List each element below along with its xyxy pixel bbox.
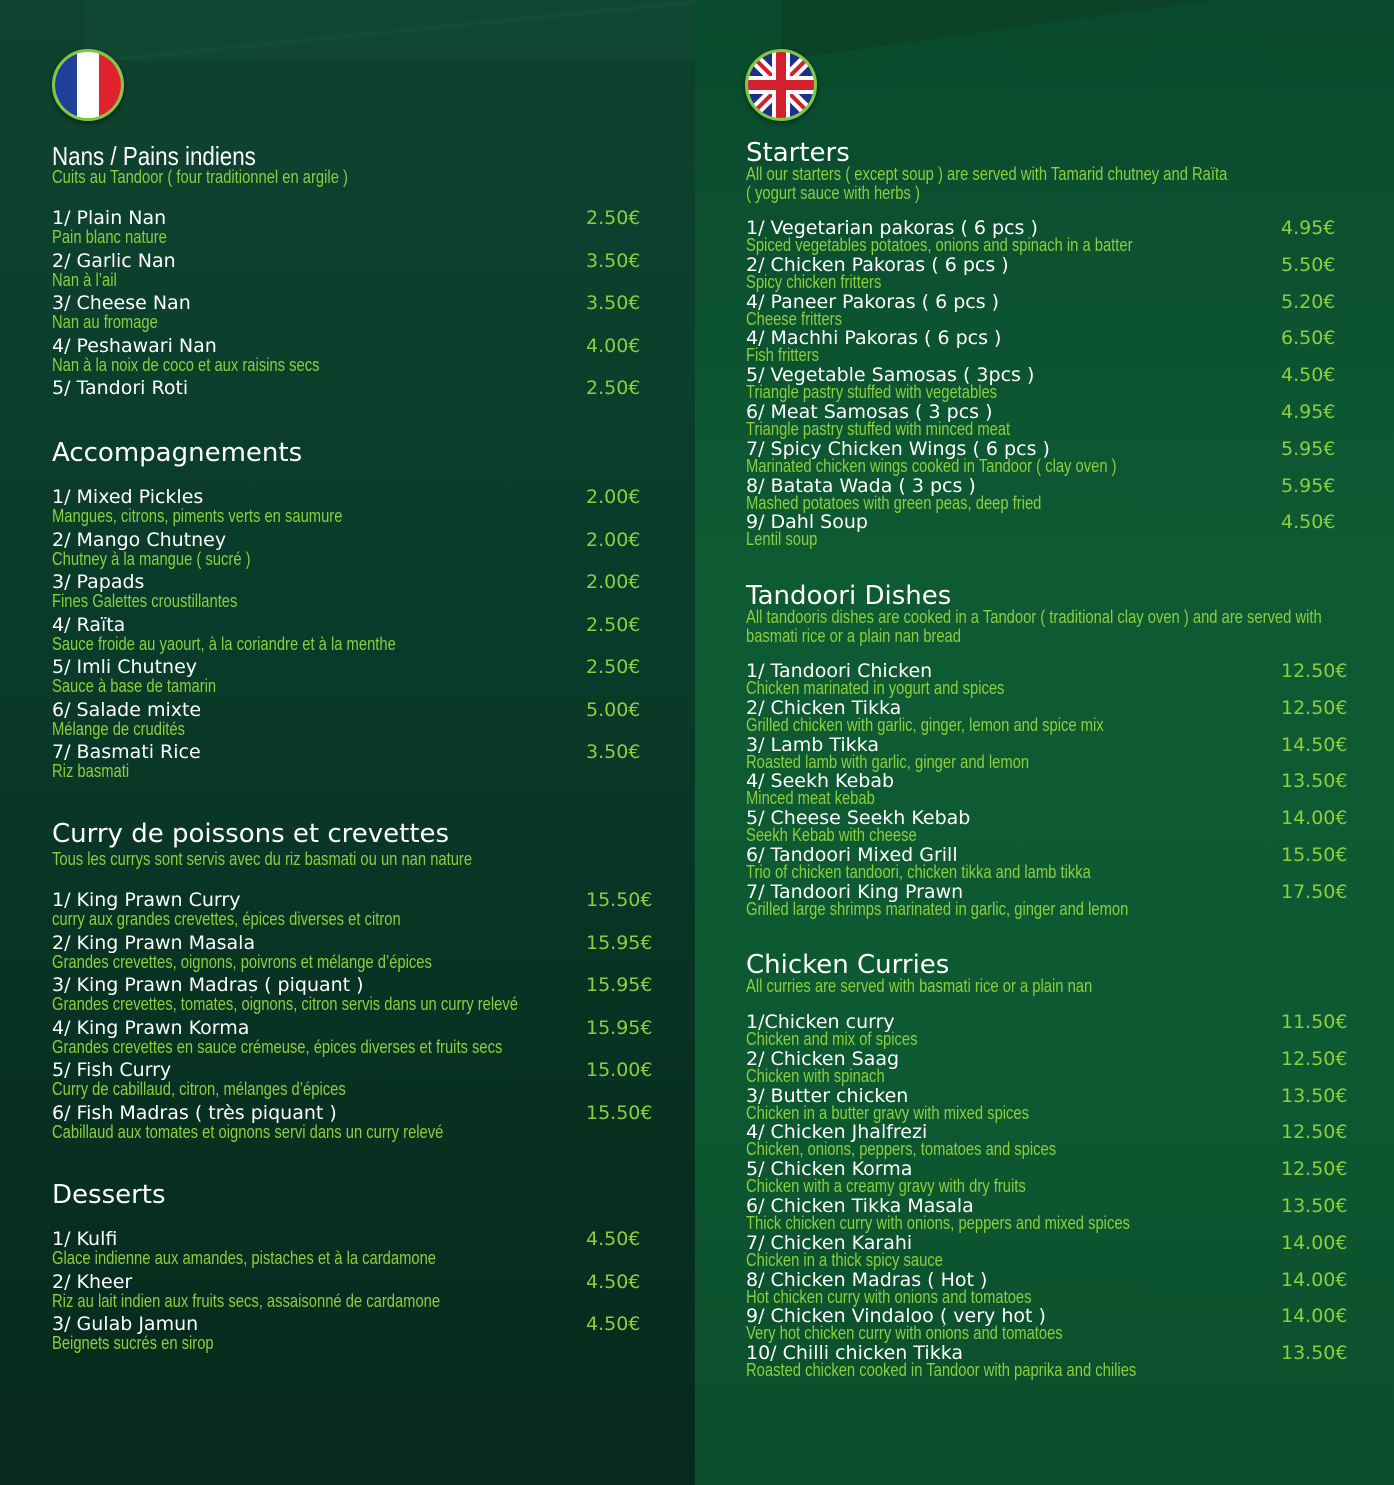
- menu-item-price: 3.50€: [586, 249, 641, 272]
- menu-item-name: 6/ Chicken Tikka Masala: [746, 1195, 974, 1217]
- english-menu-panel: [695, 0, 1394, 1485]
- menu-item-price: 15.95€: [586, 931, 653, 954]
- menu-item-name: 4/ Raïta: [52, 613, 126, 636]
- menu-item-price: 4.00€: [586, 334, 641, 357]
- section-title: Chicken Curries: [746, 950, 950, 980]
- menu-item-description: Cheese fritters: [746, 308, 842, 329]
- menu-item-price: 13.50€: [1281, 1084, 1348, 1107]
- menu-item-price: 15.00€: [586, 1059, 653, 1081]
- menu-item-name: 2/ Chicken Pakoras ( 6 pcs ): [746, 253, 1009, 276]
- menu-item-price: 2.00€: [586, 486, 641, 508]
- menu-item-price: 4.95€: [1281, 217, 1336, 239]
- french-menu-panel: [0, 0, 695, 1485]
- menu-item-name: 4/ Paneer Pakoras ( 6 pcs ): [746, 290, 1000, 313]
- menu-item-name: 4/ Seekh Kebab: [746, 770, 895, 793]
- menu-item-description: Grandes crevettes en sauce crémeuse, épices diverses et fruits secs: [52, 1036, 503, 1057]
- menu-item-name: 1/ Tandoori Chicken: [746, 660, 933, 682]
- section-title: Desserts: [52, 1180, 166, 1210]
- section-subtitle: ( yogurt sauce with herbs ): [746, 183, 920, 203]
- menu-item-price: 12.50€: [1281, 696, 1348, 719]
- menu-item-name: 6/ Salade mixte: [52, 698, 202, 721]
- menu-item-name: 3/ King Prawn Madras ( piquant ): [52, 974, 364, 996]
- menu-item-price: 13.50€: [1281, 1342, 1348, 1365]
- menu-item-description: Cabillaud aux tomates et oignons servi dans un curry relevé: [52, 1121, 444, 1142]
- menu-item-description: Spiced vegetables potatoes, onions and spinach in a batter: [746, 235, 1133, 255]
- menu-item-description: Riz au lait indien aux fruits secs, assaisonné de cardamone: [52, 1290, 441, 1311]
- menu-item-price: 6.50€: [1281, 327, 1336, 350]
- menu-item-name: 7/ Tandoori King Prawn: [746, 880, 964, 903]
- menu-item-description: Triangle pastry stuffed with minced meat: [746, 419, 1011, 439]
- menu-item-description: Mashed potatoes with green peas, deep fried: [746, 492, 1042, 513]
- menu-item-description: Fines Galettes croustillantes: [52, 591, 238, 611]
- menu-item-price: 5.95€: [1281, 474, 1336, 497]
- menu-item-description: Sauce à base de tamarin: [52, 676, 217, 696]
- menu-item-price: 2.50€: [586, 656, 641, 678]
- menu-item-name: 2/ King Prawn Masala: [52, 931, 256, 954]
- menu-item-description: Grandes crevettes, oignons, poivrons et mélange d’épices: [52, 951, 432, 972]
- section-title: Starters: [746, 138, 850, 168]
- menu-item-description: Nan à la noix de coco et aux raisins secs: [52, 354, 320, 375]
- menu-item-description: Riz basmati: [52, 761, 130, 781]
- menu-item-name: 3/ Lamb Tikka: [746, 733, 879, 756]
- menu-item-price: 17.50€: [1281, 880, 1348, 903]
- menu-item-name: 2/ Garlic Nan: [52, 249, 176, 272]
- menu-item-name: 2/ Chicken Tikka: [746, 696, 902, 719]
- menu-item-name: 1/ Mixed Pickles: [52, 486, 204, 508]
- menu-item-name: 7/ Basmati Rice: [52, 741, 201, 763]
- menu-item-price: 4.50€: [1281, 364, 1336, 387]
- menu-item-name: 5/ Imli Chutney: [52, 656, 198, 678]
- menu-item-price: 5.20€: [1281, 290, 1336, 313]
- menu-item-name: 4/ Chicken Jhalfrezi: [746, 1121, 928, 1144]
- menu-item-description: Roasted lamb with garlic, ginger and lemon: [746, 751, 1030, 772]
- menu-item-description: Beignets sucrés en sirop: [52, 1333, 214, 1353]
- menu-item-name: 5/ Cheese Seekh Kebab: [746, 807, 971, 830]
- menu-item-description: curry aux grandes crevettes, épices diverses et citron: [52, 909, 401, 929]
- menu-item-description: Lentil soup: [746, 529, 818, 550]
- menu-item-price: 14.00€: [1281, 1231, 1348, 1254]
- menu-item-name: 9/ Dahl Soup: [746, 511, 868, 534]
- menu-item-name: 2/ Kheer: [52, 1270, 133, 1293]
- menu-item-price: 2.00€: [586, 571, 641, 593]
- section-subtitle: All curries are served with basmati rice or a plain nan: [746, 976, 1093, 996]
- menu-item-description: Very hot chicken curry with onions and tomatoes: [746, 1323, 1063, 1344]
- menu-item-description: Spicy chicken fritters: [746, 271, 882, 292]
- menu-item-description: Marinated chicken wings cooked in Tandoor ( clay oven ): [746, 455, 1117, 476]
- menu-item-price: 15.95€: [586, 974, 653, 996]
- menu-item-name: 3/ Papads: [52, 571, 145, 593]
- menu-item-price: 2.00€: [586, 528, 641, 551]
- menu-item-name: 9/ Chicken Vindaloo ( very hot ): [746, 1305, 1046, 1328]
- menu-item-price: 12.50€: [1281, 1158, 1348, 1181]
- menu-item-description: Mangues, citrons, piments verts en saumure: [52, 506, 343, 526]
- menu-item-name: 2/ Chicken Saag: [746, 1047, 900, 1070]
- menu-item-description: Grilled chicken with garlic, ginger, lemon and spice mix: [746, 714, 1104, 735]
- menu-item-description: Glace indienne aux amandes, pistaches et à la cardamone: [52, 1248, 437, 1268]
- menu-item-price: 4.50€: [1281, 511, 1336, 534]
- menu-item-name: 8/ Chicken Madras ( Hot ): [746, 1268, 988, 1291]
- menu-item-description: Mélange de crudités: [52, 718, 185, 739]
- menu-item-description: Thick chicken curry with onions, peppers and mixed spices: [746, 1213, 1130, 1233]
- menu-item-name: 5/ Vegetable Samosas ( 3pcs ): [746, 364, 1035, 387]
- menu-item-name: 1/ Plain Nan: [52, 207, 167, 229]
- menu-item-description: Chutney à la mangue ( sucré ): [52, 548, 251, 569]
- menu-item-description: Nan à l’ail: [52, 269, 117, 290]
- menu-item-description: Fish fritters: [746, 345, 819, 366]
- menu-item-description: Minced meat kebab: [746, 788, 875, 809]
- menu-item-description: Curry de cabillaud, citron, mélanges d’épices: [52, 1079, 346, 1099]
- section-title: Tandoori Dishes: [746, 581, 952, 611]
- menu-item-name: 3/ Butter chicken: [746, 1084, 909, 1107]
- section-subtitle: Cuits au Tandoor ( four traditionnel en argile ): [52, 167, 348, 187]
- menu-item-name: 4/ Machhi Pakoras ( 6 pcs ): [746, 327, 1002, 350]
- section-subtitle: basmati rice or a plain nan bread: [746, 626, 961, 646]
- menu-item-price: 5.50€: [1281, 253, 1336, 276]
- menu-item-price: 15.95€: [586, 1016, 653, 1039]
- menu-item-description: Trio of chicken tandoori, chicken tikka and lamb tikka: [746, 862, 1091, 882]
- menu-item-name: 6/ Tandoori Mixed Grill: [746, 844, 958, 866]
- menu-item-description: Nan au fromage: [52, 312, 158, 332]
- menu-item-price: 12.50€: [1281, 660, 1348, 682]
- menu-item-name: 1/ Vegetarian pakoras ( 6 pcs ): [746, 217, 1038, 239]
- menu-item-name: 1/ Kulfi: [52, 1228, 118, 1250]
- menu-item-price: 4.50€: [586, 1313, 641, 1335]
- menu-item-price: 2.50€: [586, 207, 641, 229]
- menu-item-price: 2.50€: [586, 613, 641, 636]
- menu-item-price: 4.50€: [586, 1270, 641, 1293]
- menu-item-description: Sauce froide au yaourt, à la coriandre et à la menthe: [52, 633, 396, 654]
- menu-item-price: 3.50€: [586, 292, 641, 314]
- menu-item-price: 2.50€: [586, 377, 641, 399]
- menu-item-price: 14.00€: [1281, 807, 1348, 830]
- menu-item-description: Triangle pastry stuffed with vegetables: [746, 382, 998, 403]
- menu-item-price: 14.00€: [1281, 1305, 1348, 1328]
- menu-item-name: 2/ Mango Chutney: [52, 528, 227, 551]
- menu-item-description: Chicken with a creamy gravy with dry fruits: [746, 1176, 1026, 1197]
- menu-item-name: 1/ King Prawn Curry: [52, 889, 241, 911]
- uk-flag-icon: [745, 49, 817, 121]
- section-subtitle: Tous les currys sont servis avec du riz basmati ou un nan nature: [52, 849, 473, 869]
- menu-item-description: Chicken, onions, peppers, tomatoes and spices: [746, 1139, 1057, 1160]
- section-subtitle: All tandooris dishes are cooked in a Tandoor ( traditional clay oven ) and are served with: [746, 607, 1322, 627]
- section-subtitle: All our starters ( except soup ) are served with Tamarid chutney and Raïta: [746, 164, 1228, 184]
- menu-item-name: 1/Chicken curry: [746, 1011, 895, 1033]
- menu-item-name: 5/ Tandori Roti: [52, 377, 189, 399]
- menu-item-description: Chicken in a butter gravy with mixed spices: [746, 1102, 1030, 1123]
- menu-item-name: 6/ Fish Madras ( très piquant ): [52, 1101, 337, 1124]
- menu-item-price: 5.95€: [1281, 437, 1336, 460]
- menu-item-price: 4.50€: [586, 1228, 641, 1250]
- menu-item-description: Chicken and mix of spices: [746, 1029, 918, 1049]
- section-title: Curry de poissons et crevettes: [52, 819, 450, 849]
- menu-item-name: 4/ Peshawari Nan: [52, 334, 217, 357]
- menu-item-description: Chicken marinated in yogurt and spices: [746, 678, 1005, 698]
- menu-item-price: 15.50€: [1281, 844, 1348, 866]
- section-title: Accompagnements: [52, 438, 303, 468]
- menu-item-price: 13.50€: [1281, 770, 1348, 793]
- menu-item-description: Chicken in a thick spicy sauce: [746, 1249, 943, 1270]
- menu-item-name: 5/ Fish Curry: [52, 1059, 172, 1081]
- menu-item-price: 4.95€: [1281, 401, 1336, 423]
- menu-item-description: Pain blanc nature: [52, 227, 167, 247]
- menu-item-name: 5/ Chicken Korma: [746, 1158, 913, 1181]
- france-flag-icon: [52, 49, 124, 121]
- menu-item-name: 7/ Chicken Karahi: [746, 1231, 913, 1254]
- menu-item-price: 15.50€: [586, 889, 653, 911]
- menu-item-price: 5.00€: [586, 698, 641, 721]
- section-title: Nans / Pains indiens: [52, 141, 256, 171]
- menu-item-price: 11.50€: [1281, 1011, 1348, 1033]
- menu-item-name: 3/ Cheese Nan: [52, 292, 191, 314]
- menu-item-description: Hot chicken curry with onions and tomatoes: [746, 1286, 1032, 1307]
- menu-item-name: 3/ Gulab Jamun: [52, 1313, 199, 1335]
- menu-item-description: Grandes crevettes, tomates, oignons, citron servis dans un curry relevé: [52, 994, 518, 1014]
- menu-item-name: 7/ Spicy Chicken Wings ( 6 pcs ): [746, 437, 1050, 460]
- menu-item-description: Grilled large shrimps marinated in garlic, ginger and lemon: [746, 898, 1129, 919]
- menu-item-description: Seekh Kebab with cheese: [746, 825, 917, 846]
- menu-item-price: 15.50€: [586, 1101, 653, 1124]
- menu-item-name: 10/ Chilli chicken Tikka: [746, 1342, 964, 1365]
- menu-item-description: Roasted chicken cooked in Tandoor with paprika and chilies: [746, 1360, 1137, 1381]
- menu-item-description: Chicken with spinach: [746, 1065, 885, 1086]
- menu-item-price: 13.50€: [1281, 1195, 1348, 1217]
- menu-item-name: 6/ Meat Samosas ( 3 pcs ): [746, 401, 993, 423]
- menu-item-price: 14.00€: [1281, 1268, 1348, 1291]
- menu-item-price: 14.50€: [1281, 733, 1348, 756]
- menu-item-name: 8/ Batata Wada ( 3 pcs ): [746, 474, 976, 497]
- menu-item-price: 3.50€: [586, 741, 641, 763]
- menu-item-price: 12.50€: [1281, 1121, 1348, 1144]
- menu-item-name: 4/ King Prawn Korma: [52, 1016, 250, 1039]
- menu-item-price: 12.50€: [1281, 1047, 1348, 1070]
